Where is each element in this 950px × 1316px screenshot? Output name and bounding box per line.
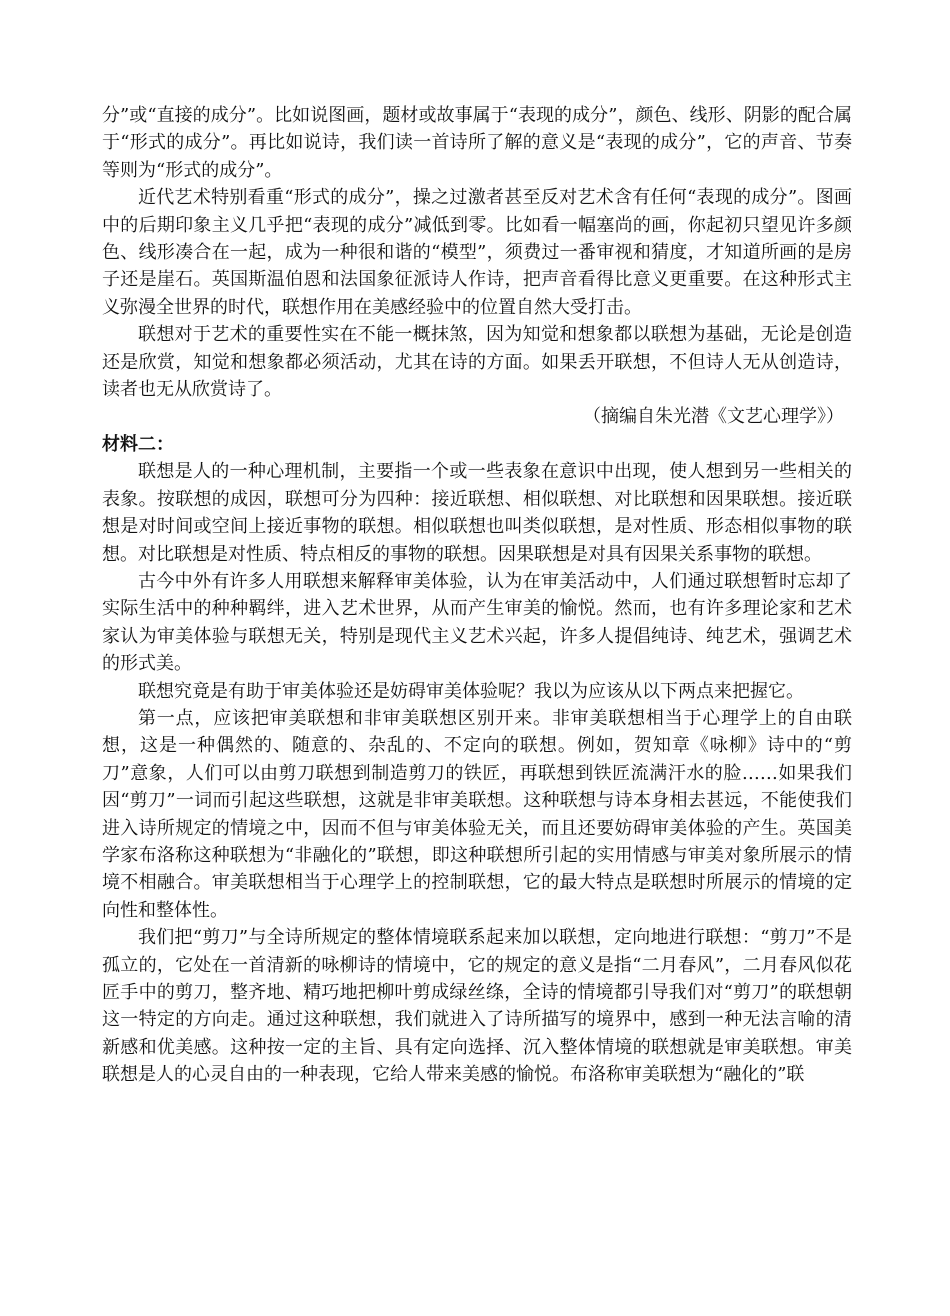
material2-paragraph: 第一点，应该把审美联想和非审美联想区别开来。非审美联想相当于心理学上的自由联想，这是一种偶然的、随意的、杂乱的、不定向的联想。例如，贺知章《咏柳》诗中的“剪刀”意象，人们可以由剪刀联想到制造剪刀的铁匠，再联想到铁匠流满汗水的脸……如果我们因“剪刀”一词而引起这些联想，这就是非审美联想。这种联想与诗本身相去甚远，不能使我们进入诗所规定的情境之中，因而不但与审美体验无关，而且还要妨碍审美体验的产生。英国美学家布洛称这种联想为“非融化的”联想，即这种联想所引起的实用情感与审美对象所展示的情境不相融合。审美联想相当于心理学上的控制联想，它的最大特点是联想时所展示的情境的定向性和整体性。 <box>102 707 852 921</box>
material2-paragraph: 古今中外有许多人用联想来解释审美体验，认为在审美活动中，人们通过联想暂时忘却了实际生活中的种种羁绊，进入艺术世界，从而产生审美的愉悦。然而，也有许多理论家和艺术家认为审美体验与联想无关，特别是现代主义艺术兴起，许多人提倡纯诗、纯艺术，强调艺术的形式美。 <box>102 570 852 675</box>
material1-paragraph: 联想对于艺术的重要性实在不能一概抹煞，因为知觉和想象都以联想为基础，无论是创造还是欣赏，知觉和想象都必须活动，尤其在诗的方面。如果丢开联想，不但诗人无从创造诗，读者也无从欣赏诗了。 <box>102 324 852 401</box>
material1-paragraph: 近代艺术特别看重“形式的成分”，操之过激者甚至反对艺术含有任何“表现的成分”。图画中的后期印象主义几乎把“表现的成分”减低到零。比如看一幅塞尚的画，你起初只望见许多颜色、线形凑合在一起，成为一种很和谐的“模型”，须费过一番审视和猜度，才知道所画的是房子还是崖石。英国斯温伯恩和法国象征派诗人作诗，把声音看得比意义更重要。在这种形式主义弥漫全世界的时代，联想作用在美感经验中的位置自然大受打击。 <box>102 187 852 318</box>
material2-paragraph: 联想究竟是有助于审美体验还是妨碍审美体验呢？我以为应该从以下两点来把握它。 <box>138 680 804 702</box>
material2-paragraph: 联想是人的一种心理机制，主要指一个或一些表象在意识中出现，使人想到另一些相关的表象。按联想的成因，联想可分为四种：接近联想、相似联想、对比联想和因果联想。接近联想是对时间或空间上接近事物的联想。相似联想也叫类似联想，是对性质、形态相似事物的联想。对比联想是对性质、特点相反的事物的联想。因果联想是对具有因果关系事物的联想。 <box>102 461 852 565</box>
material2-heading: 材料二： <box>102 433 174 455</box>
material2-paragraph: 我们把“剪刀”与全诗所规定的整体情境联系起来加以联想，定向地进行联想：“剪刀”不是孤立的，它处在一首清新的咏柳诗的情境中，它的规定的意义是指“二月春风”，二月春风似花匠手中的剪刀，整齐地、精巧地把柳叶剪成绿丝绦，全诗的情境都引导我们对“剪刀”的联想朝这一特定的方向走。通过这种联想，我们就进入了诗所描写的境界中，感到一种无法言喻的清新感和优美感。这种按一定的主旨、具有定向选择、沉入整体情境的联想就是审美联想。审美联想是人的心灵自由的一种表现，它给人带来美感的愉悦。布洛称审美联想为“融化的”联 <box>102 927 852 1086</box>
material1-source-citation: （摘编自朱光潜《文艺心理学》） <box>583 406 844 428</box>
document-page <box>102 102 852 1089</box>
material1-paragraph-continued: 分”或“直接的成分”。比如说图画，题材或故事属于“表现的成分”，颜色、线形、阴影的配合属于“形式的成分”。再比如说诗，我们读一首诗所了解的意义是“表现的成分”，它的声音、节奏等则为“形式的成分”。 <box>102 105 852 181</box>
